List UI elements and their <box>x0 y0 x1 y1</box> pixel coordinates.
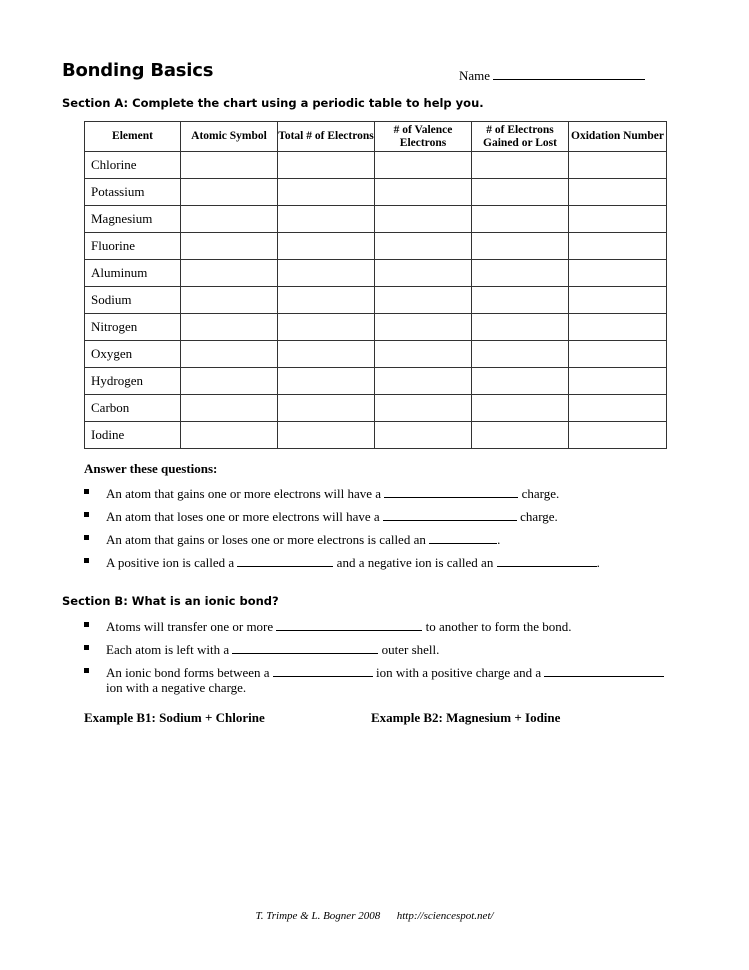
answer-cell[interactable] <box>375 368 472 395</box>
element-name-cell: Aluminum <box>85 260 181 287</box>
example-b1: Example B1: Sodium + Chlorine <box>84 710 265 725</box>
answer-cell[interactable] <box>569 341 667 368</box>
answer-cell[interactable] <box>472 314 569 341</box>
element-chart <box>84 121 667 449</box>
element-name-cell: Iodine <box>85 422 181 449</box>
element-name-cell: Oxygen <box>85 341 181 368</box>
table-row <box>85 314 667 341</box>
questions-heading: Answer these questions: <box>84 461 218 476</box>
answer-cell[interactable] <box>278 179 375 206</box>
table-row <box>85 422 667 449</box>
answer-cell[interactable] <box>181 152 278 179</box>
answer-cell[interactable] <box>375 260 472 287</box>
answer-blank[interactable] <box>429 531 497 544</box>
answer-cell[interactable] <box>278 314 375 341</box>
bullet-icon <box>84 512 89 517</box>
answer-cell[interactable] <box>181 206 278 233</box>
bullet-icon <box>84 668 89 673</box>
answer-cell[interactable] <box>278 422 375 449</box>
answer-blank[interactable] <box>276 618 422 631</box>
answer-cell[interactable] <box>569 260 667 287</box>
question-text: . <box>497 532 501 547</box>
answer-cell[interactable] <box>569 368 667 395</box>
bullet-icon <box>84 489 89 494</box>
question-text: and a negative ion is called an <box>336 555 494 570</box>
element-name-cell: Magnesium <box>85 206 181 233</box>
bullet-icon <box>84 558 89 563</box>
col-header-total-electrons: Total # of Electrons <box>278 122 375 152</box>
answer-blank[interactable] <box>237 554 333 567</box>
col-header-valence-electrons: # of Valence Electrons <box>375 122 472 152</box>
answer-cell[interactable] <box>472 287 569 314</box>
question-text: charge. <box>521 486 560 501</box>
answer-cell[interactable] <box>569 233 667 260</box>
answer-cell[interactable] <box>375 287 472 314</box>
bullet-icon <box>84 535 89 540</box>
question-text: to another to form the bond. <box>425 619 572 634</box>
question-text: Atoms will transfer one or more <box>106 619 274 634</box>
question-text: An atom that loses one or more electrons will have a <box>106 509 380 524</box>
page-title: Bonding Basics <box>62 60 214 81</box>
answer-blank[interactable] <box>383 508 517 521</box>
element-name-cell: Fluorine <box>85 233 181 260</box>
table-row <box>85 287 667 314</box>
answer-cell[interactable] <box>375 395 472 422</box>
footer-url[interactable]: http://sciencespot.net/ <box>396 910 494 922</box>
answer-cell[interactable] <box>278 233 375 260</box>
answer-cell[interactable] <box>181 179 278 206</box>
table-row <box>85 179 667 206</box>
section-b-title: Section B: What is an ionic bond? <box>62 594 279 608</box>
answer-cell[interactable] <box>278 260 375 287</box>
answer-cell[interactable] <box>181 260 278 287</box>
answer-cell[interactable] <box>472 368 569 395</box>
element-name-cell: Chlorine <box>85 152 181 179</box>
table-row <box>85 233 667 260</box>
answer-cell[interactable] <box>472 341 569 368</box>
answer-cell[interactable] <box>472 152 569 179</box>
answer-cell[interactable] <box>569 206 667 233</box>
answer-cell[interactable] <box>472 179 569 206</box>
answer-cell[interactable] <box>569 152 667 179</box>
table-row <box>85 260 667 287</box>
answer-blank[interactable] <box>232 641 378 654</box>
answer-cell[interactable] <box>472 206 569 233</box>
table-row <box>85 395 667 422</box>
question-text: An atom that gains one or more electrons will have a <box>106 486 382 501</box>
answer-cell[interactable] <box>569 287 667 314</box>
col-header-atomic-symbol: Atomic Symbol <box>181 122 278 152</box>
element-name-cell: Carbon <box>85 395 181 422</box>
answer-cell[interactable] <box>569 395 667 422</box>
section-a-title: Section A: Complete the chart using a periodic table to help you. <box>62 96 484 110</box>
question-text: charge. <box>520 509 558 524</box>
question-text: Each atom is left with a <box>106 642 230 657</box>
answer-cell[interactable] <box>278 287 375 314</box>
question-text: A positive ion is called a <box>106 555 235 570</box>
question-text: ion with a negative charge. <box>106 680 247 695</box>
answer-cell[interactable] <box>375 206 472 233</box>
answer-cell[interactable] <box>278 395 375 422</box>
answer-cell[interactable] <box>181 233 278 260</box>
example-b2: Example B2: Magnesium + Iodine <box>371 710 561 725</box>
bullet-icon <box>84 622 89 627</box>
question-text: An ionic bond forms between a <box>106 665 270 680</box>
table-row <box>85 152 667 179</box>
answer-cell[interactable] <box>278 206 375 233</box>
bullet-icon <box>84 645 89 650</box>
element-name-cell: Sodium <box>85 287 181 314</box>
answer-cell[interactable] <box>278 341 375 368</box>
element-name-cell: Nitrogen <box>85 314 181 341</box>
answer-cell[interactable] <box>569 422 667 449</box>
answer-blank[interactable] <box>544 664 664 677</box>
table-row <box>85 341 667 368</box>
answer-cell[interactable] <box>472 233 569 260</box>
answer-blank[interactable] <box>384 485 518 498</box>
answer-cell[interactable] <box>472 260 569 287</box>
answer-cell[interactable] <box>472 395 569 422</box>
answer-cell[interactable] <box>181 314 278 341</box>
answer-cell[interactable] <box>375 179 472 206</box>
answer-blank[interactable] <box>497 554 597 567</box>
chart-header-row <box>85 122 667 152</box>
element-name-cell: Hydrogen <box>85 368 181 395</box>
answer-cell[interactable] <box>472 422 569 449</box>
col-header-gained-lost: # of Electrons Gained or Lost <box>472 122 569 152</box>
answer-cell[interactable] <box>375 314 472 341</box>
answer-cell[interactable] <box>569 314 667 341</box>
question-text: outer shell. <box>381 642 440 657</box>
element-name-cell: Potassium <box>85 179 181 206</box>
answer-cell[interactable] <box>181 395 278 422</box>
answer-cell[interactable] <box>569 179 667 206</box>
name-label: Name <box>459 68 491 83</box>
question-text: . <box>596 555 600 570</box>
question-text: ion with a positive charge and a <box>376 665 542 680</box>
footer-credit: T. Trimpe & L. Bogner 2008 <box>255 910 381 922</box>
answer-cell[interactable] <box>278 152 375 179</box>
table-row <box>85 206 667 233</box>
answer-cell[interactable] <box>375 233 472 260</box>
answer-cell[interactable] <box>375 422 472 449</box>
table-row <box>85 368 667 395</box>
answer-blank[interactable] <box>273 664 373 677</box>
col-header-element: Element <box>85 122 181 152</box>
name-blank[interactable] <box>493 67 645 80</box>
answer-cell[interactable] <box>181 368 278 395</box>
question-text: An atom that gains or loses one or more electrons is called an <box>106 532 426 547</box>
answer-cell[interactable] <box>181 422 278 449</box>
answer-cell[interactable] <box>375 152 472 179</box>
answer-cell[interactable] <box>278 368 375 395</box>
footer <box>0 910 749 922</box>
answer-cell[interactable] <box>375 341 472 368</box>
col-header-oxidation: Oxidation Number <box>569 122 667 152</box>
answer-cell[interactable] <box>181 287 278 314</box>
answer-cell[interactable] <box>181 341 278 368</box>
name-field[interactable] <box>459 67 645 84</box>
